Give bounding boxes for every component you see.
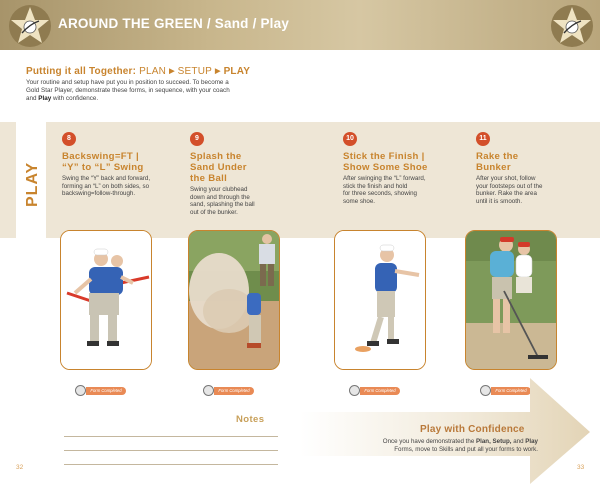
header-bar — [0, 0, 600, 50]
header-title: AROUND THE GREEN / Sand / Play — [58, 16, 290, 31]
form-completed-label: Form Completed — [491, 387, 531, 395]
intro-play-bold: Play — [38, 95, 52, 103]
step-title: Splash the Sand Under the Ball — [190, 151, 247, 184]
triangle-right-icon: ▶ — [214, 68, 221, 75]
intro-play: PLAY — [223, 66, 251, 77]
step-description: After swinging the “L” forward, stick the finish and hold for three seconds, showing some shoe. — [343, 175, 426, 205]
step-description: Swing the “Y” back and forward, forming an “L” on both sides, so backswing=follow-through. — [62, 175, 151, 198]
form-completed-label: Form Completed — [86, 387, 126, 395]
intro-line: Your routine and setup have put you in position to succeed. To become a — [26, 79, 229, 86]
intro-line: and Play with confidence. — [26, 95, 99, 103]
step-8 — [62, 132, 182, 198]
intro-setup: SETUP — [177, 66, 212, 77]
step-title: Backswing=FT | “Y” to “L” Swing — [62, 151, 144, 173]
gold-star-golf-icon — [8, 4, 52, 48]
step-11 — [476, 132, 576, 205]
checkbox-circle-icon[interactable] — [75, 385, 86, 396]
sand-splash-photo — [188, 230, 280, 370]
step-10 — [343, 132, 468, 205]
step-description: After your shot, follow your footsteps out of the bunker. Rake the area until it is smooth. — [476, 175, 543, 205]
finish-pose-photo — [334, 230, 426, 370]
step-number-badge: 10 — [343, 132, 357, 146]
gold-star-golf-icon — [550, 4, 594, 48]
step-description: Swing your clubhead down and through the sand, splashing the ball out of the bunker. — [190, 186, 255, 216]
step-9 — [190, 132, 285, 216]
play-side-label — [16, 150, 46, 210]
notes-line[interactable] — [64, 436, 278, 437]
notes-line[interactable] — [64, 464, 278, 465]
page-number-right: 33 — [577, 464, 585, 471]
intro-title — [26, 66, 296, 77]
form-completed-label: Form Completed — [360, 387, 400, 395]
step-title: Stick the Finish | Show Some Shoe — [343, 151, 428, 173]
intro-section — [26, 66, 296, 104]
intro-title-prefix: Putting it all Together: — [26, 66, 137, 77]
confidence-title: Play with Confidence — [420, 424, 525, 435]
play-side-label-text: PLAY — [24, 161, 41, 207]
intro-plan: PLAN — [139, 66, 167, 77]
page-number-left: 32 — [16, 464, 24, 471]
intro-text — [26, 79, 296, 104]
checkbox-circle-icon[interactable] — [203, 385, 214, 396]
confidence-text: Once you have demonstrated the Plan, Setup, and Play Forms, move to Skills and put all your forms to work. — [382, 438, 538, 453]
notes-line[interactable] — [64, 450, 278, 451]
notes-title: Notes — [236, 414, 265, 425]
step-number-badge: 8 — [62, 132, 76, 146]
step-number-badge: 9 — [190, 132, 204, 146]
form-completed-label: Form Completed — [214, 387, 254, 395]
intro-line: Gold Star Player, demonstrate these forms, in sequence, with your coach — [26, 87, 230, 95]
step-number-badge: 11 — [476, 132, 490, 146]
triangle-right-icon: ▶ — [169, 68, 175, 75]
backswing-photo — [60, 230, 152, 370]
step-title: Rake the Bunker — [476, 151, 519, 173]
rake-bunker-photo — [465, 230, 557, 370]
